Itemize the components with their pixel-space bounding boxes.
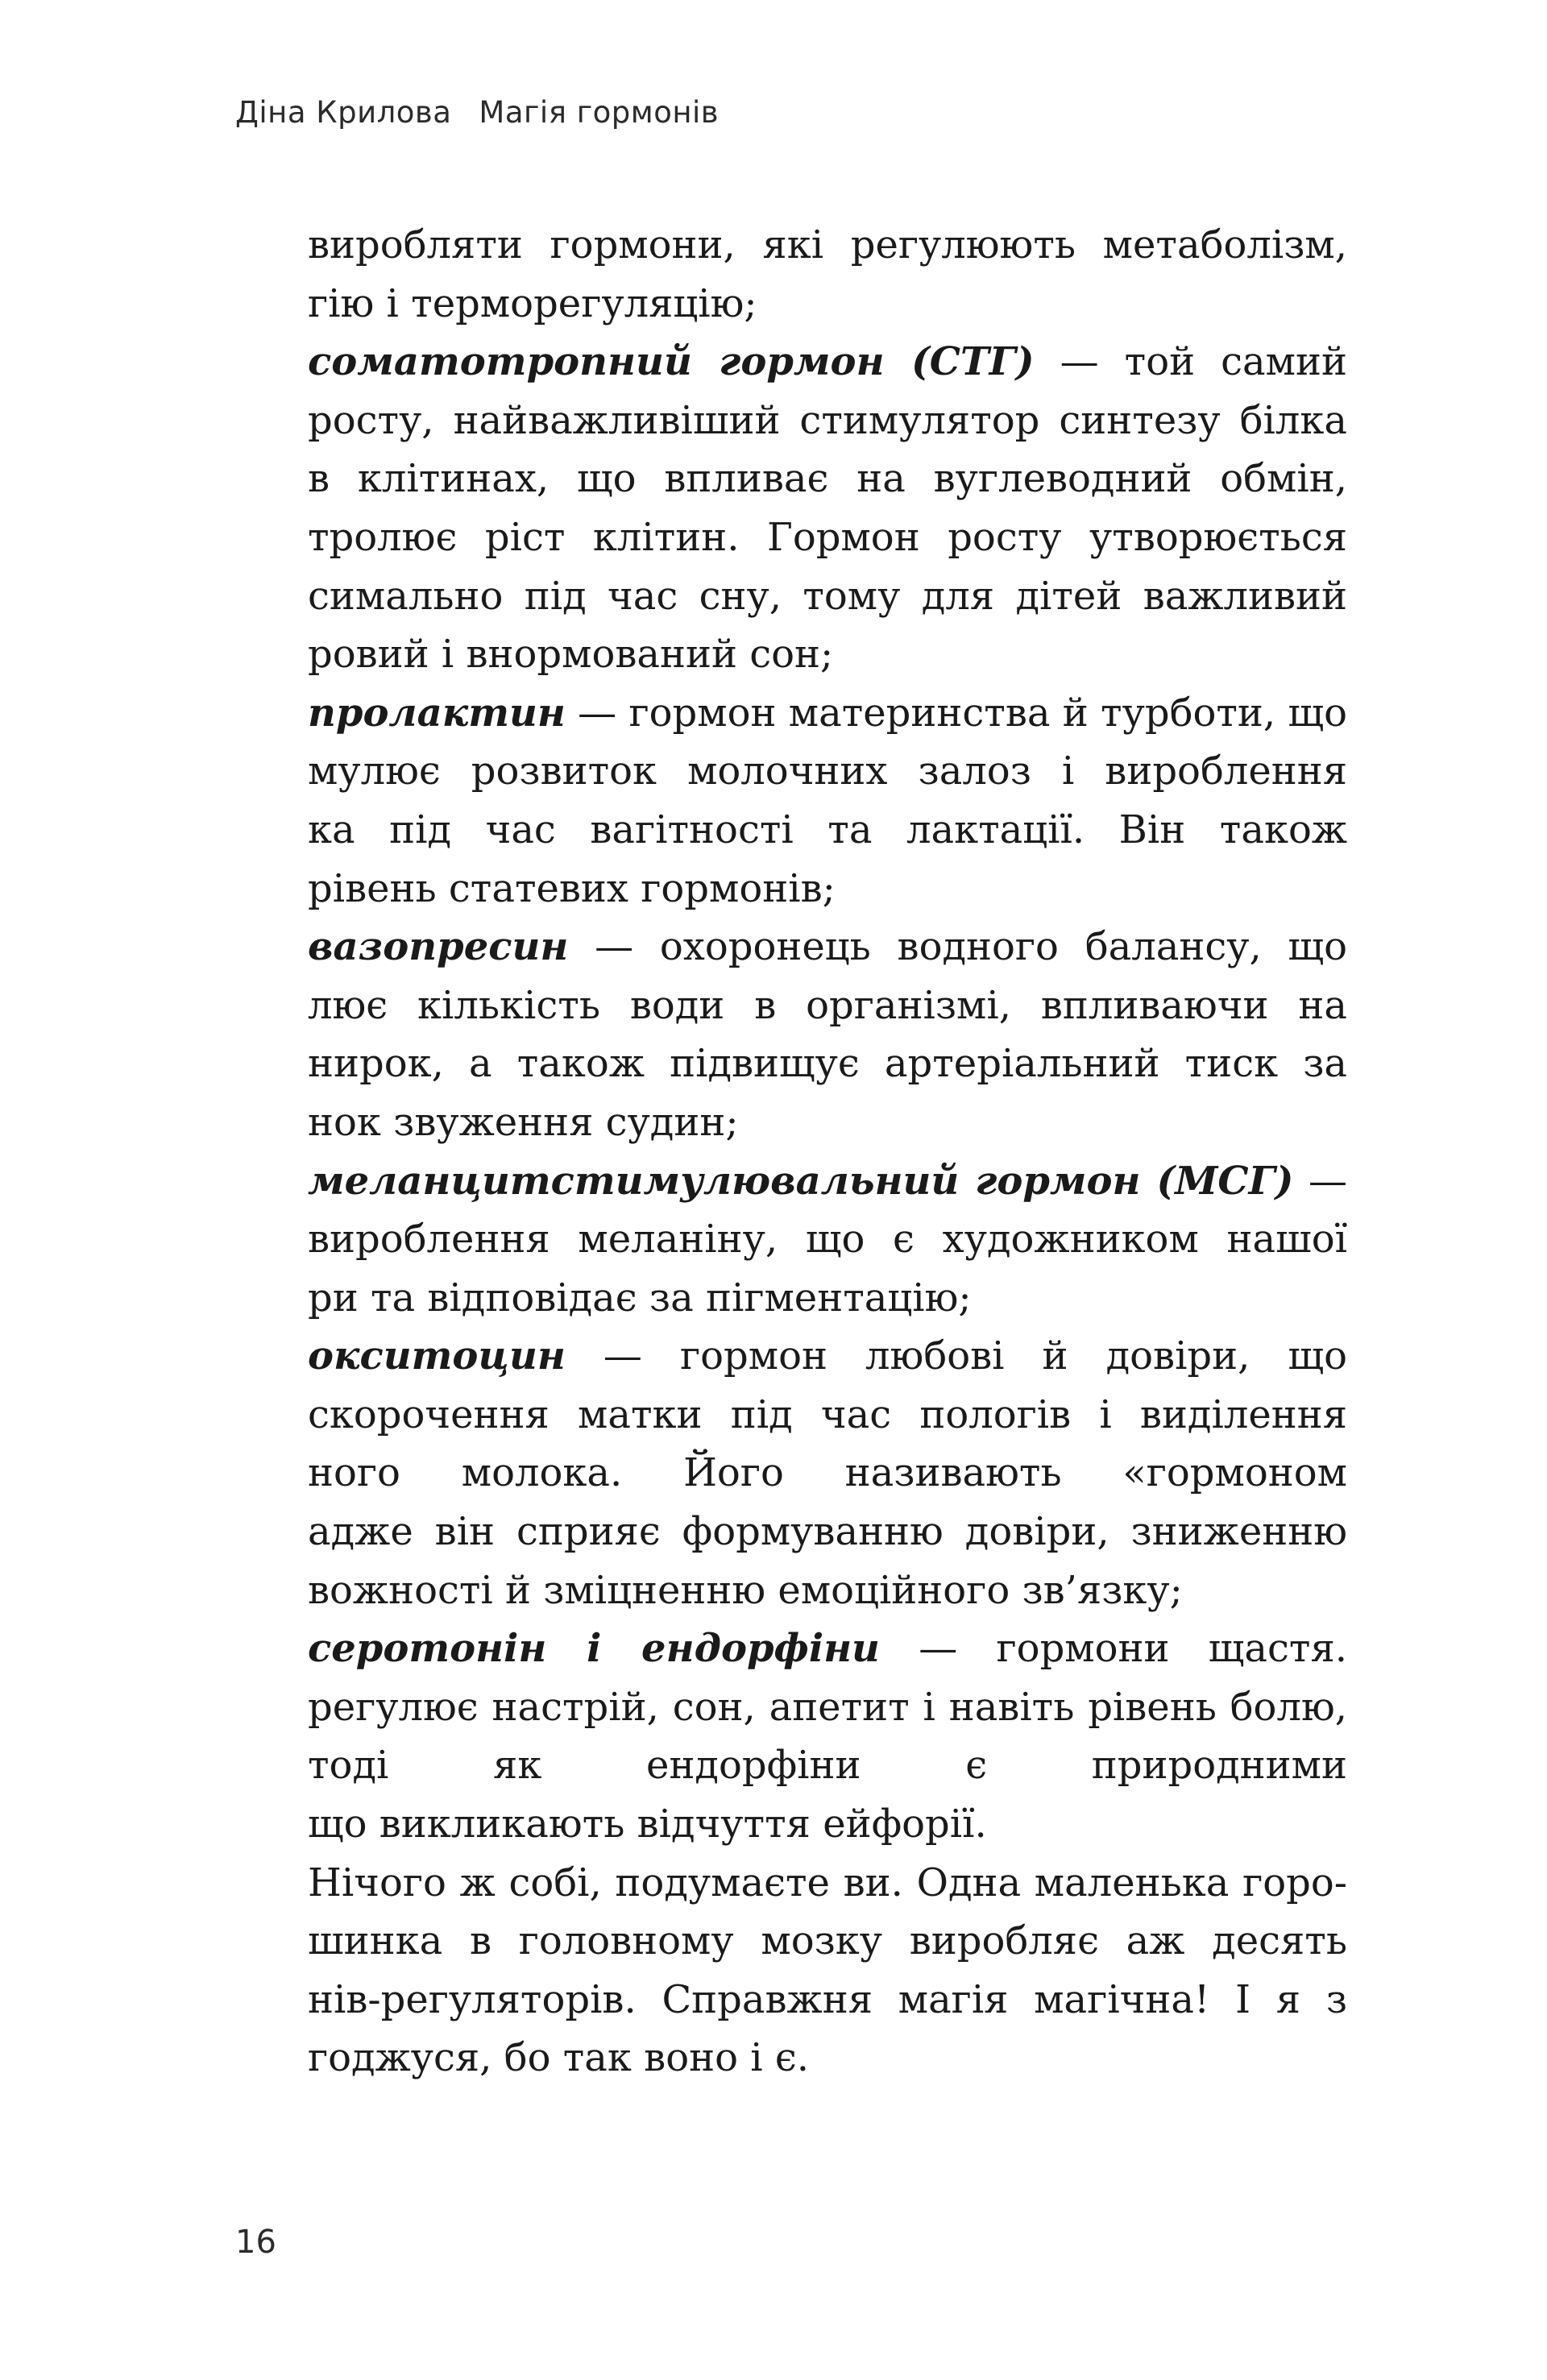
text-line: виробляти гормони, які регулюють метаболізм, — [308, 222, 1347, 267]
list-item-line — [308, 1327, 1347, 1386]
text-line: в клітинах, що впливає на вуглеводний обмін, — [308, 456, 1347, 502]
list-item-line — [308, 1619, 1347, 1678]
text-line: вироблення меланіну, що є художником нашої — [308, 1217, 1347, 1263]
list-item-line — [308, 684, 1347, 743]
list-item-term: соматотропний гормон (СТГ) — [308, 339, 1035, 385]
list-item-line — [308, 333, 1347, 392]
list-item-text: — гормон любові й довіри, що — [603, 1333, 1347, 1379]
text-line: рівень статевих гормонів; — [308, 865, 836, 911]
list-item-line — [308, 918, 1347, 976]
text-line: лює кількість води в організмі, впливаючи на — [308, 982, 1347, 1028]
text-line: росту, найважливіший стимулятор синтезу білка — [308, 397, 1347, 443]
running-header — [235, 95, 719, 130]
header-author: Діна Крилова — [235, 95, 452, 130]
list-item-text: — охоронець водного балансу, що — [595, 924, 1347, 970]
paragraph-line: шинка в головному мозку виробляє аж десять — [308, 1918, 1347, 1964]
text-line: регулює настрій, сон, апетит і навіть рівень болю, — [308, 1684, 1347, 1730]
header-book-title: Магія гормонів — [479, 95, 720, 130]
text-line: ри та відповідає за пігментацію; — [308, 1275, 972, 1321]
list-item-term: серотонін і ендорфіни — [308, 1626, 880, 1672]
text-line: мулює розвиток молочних залоз і вироблення — [308, 748, 1347, 794]
list-item-term: пролактин — [308, 690, 566, 736]
list-item-line — [308, 1152, 1347, 1211]
text-line: нирок, а також підвищує артеріальний тиск за — [308, 1041, 1347, 1087]
paragraph-line: годжуся, бо так воно і є. — [308, 2035, 809, 2081]
text-line: скорочення матки під час пологів і виділення — [308, 1391, 1347, 1437]
text-line: вожності й зміцненню емоційного зв’язку; — [308, 1567, 1183, 1613]
text-line: гію і терморегуляцію; — [308, 280, 757, 326]
paragraph-line: нів-регуляторів. Справжня магія магічна! І я з — [308, 1976, 1347, 2022]
text-line: тоді як ендорфіни є природними — [308, 1743, 1347, 1789]
list-item-term: вазопресин — [308, 924, 569, 970]
text-line: ного молока. Його називають «гормоном — [308, 1450, 1347, 1496]
page-body — [308, 216, 1347, 2088]
list-item-term: окситоцин — [308, 1333, 566, 1379]
list-item-term: меланцитстимулювальний гормон (МСГ) — [308, 1158, 1294, 1204]
text-line: симально під час сну, тому для дітей важливий — [308, 573, 1347, 619]
page-number: 16 — [235, 2224, 276, 2261]
text-line: тролює ріст клітин. Гормон росту утворюється — [308, 514, 1347, 560]
list-item-text: — гормон материнства й турботи, що — [578, 690, 1347, 736]
list-item-text: — гормони щастя. — [919, 1626, 1347, 1672]
paragraph-line: Нічого ж собі, подумаєте ви. Одна маленька горо- — [308, 1860, 1347, 1905]
text-line: ровий і внормований сон; — [308, 632, 834, 678]
list-item-text: — — [1308, 1158, 1347, 1204]
text-line: ка під час вагітності та лактації. Він також — [308, 806, 1347, 852]
text-line: нок звуження судин; — [308, 1099, 739, 1145]
text-line: адже він сприяє формуванню довіри, зниженню — [308, 1509, 1347, 1555]
text-line: що викликають відчуття ейфорії. — [308, 1802, 987, 1847]
list-item-text: — той самий — [1060, 339, 1347, 385]
